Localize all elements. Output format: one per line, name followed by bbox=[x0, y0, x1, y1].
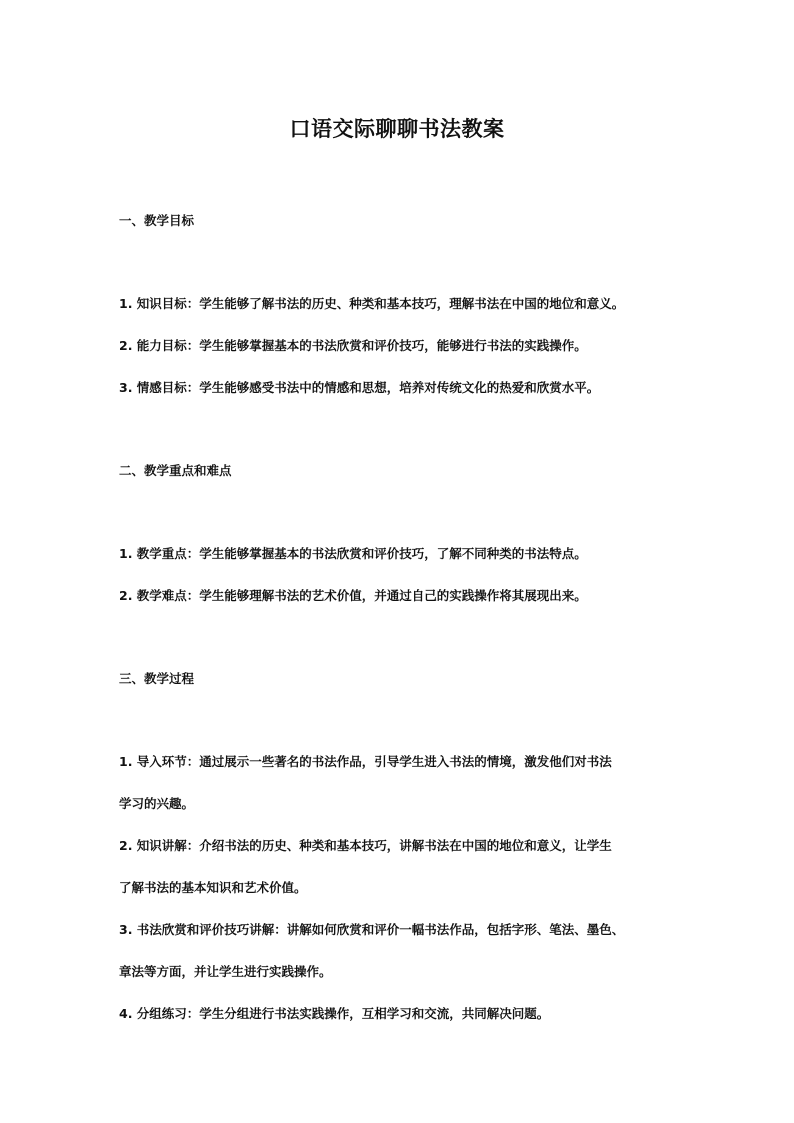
objective-item-emotion: 3. 情感目标：学生能够感受书法中的情感和思想，培养对传统文化的热爱和欣赏水平。 bbox=[119, 380, 600, 395]
section-heading-key-points: 二、教学重点和难点 bbox=[119, 463, 232, 478]
section-heading-objectives: 一、教学目标 bbox=[119, 213, 195, 228]
objective-item-ability: 2. 能力目标：学生能够掌握基本的书法欣赏和评价技巧，能够进行书法的实践操作。 bbox=[119, 338, 587, 353]
section-heading-process: 三、教学过程 bbox=[119, 671, 195, 686]
difficulty-item: 2. 教学难点：学生能够理解书法的艺术价值，并通过自己的实践操作将其展现出来。 bbox=[119, 588, 587, 603]
process-item-appreciation: 3. 书法欣赏和评价技巧讲解：讲解如何欣赏和评价一幅书法作品，包括字形、笔法、墨色、 bbox=[119, 922, 625, 937]
process-item-group-practice: 4. 分组练习：学生分组进行书法实践操作，互相学习和交流，共同解决问题。 bbox=[119, 1006, 550, 1021]
objective-item-knowledge: 1. 知识目标：学生能够了解书法的历史、种类和基本技巧，理解书法在中国的地位和意义。 bbox=[119, 296, 625, 311]
process-item-knowledge-cont: 了解书法的基本知识和艺术价值。 bbox=[119, 880, 307, 895]
key-point-item: 1. 教学重点：学生能够掌握基本的书法欣赏和评价技巧，了解不同种类的书法特点。 bbox=[119, 546, 587, 561]
process-item-intro: 1. 导入环节：通过展示一些著名的书法作品，引导学生进入书法的情境，激发他们对书法 bbox=[119, 754, 612, 769]
process-item-intro-cont: 学习的兴趣。 bbox=[119, 796, 195, 811]
document-title: 口语交际聊聊书法教案 bbox=[289, 117, 505, 141]
process-item-appreciation-cont: 章法等方面，并让学生进行实践操作。 bbox=[119, 964, 332, 979]
process-item-knowledge: 2. 知识讲解：介绍书法的历史、种类和基本技巧，讲解书法在中国的地位和意义，让学生 bbox=[119, 838, 612, 853]
